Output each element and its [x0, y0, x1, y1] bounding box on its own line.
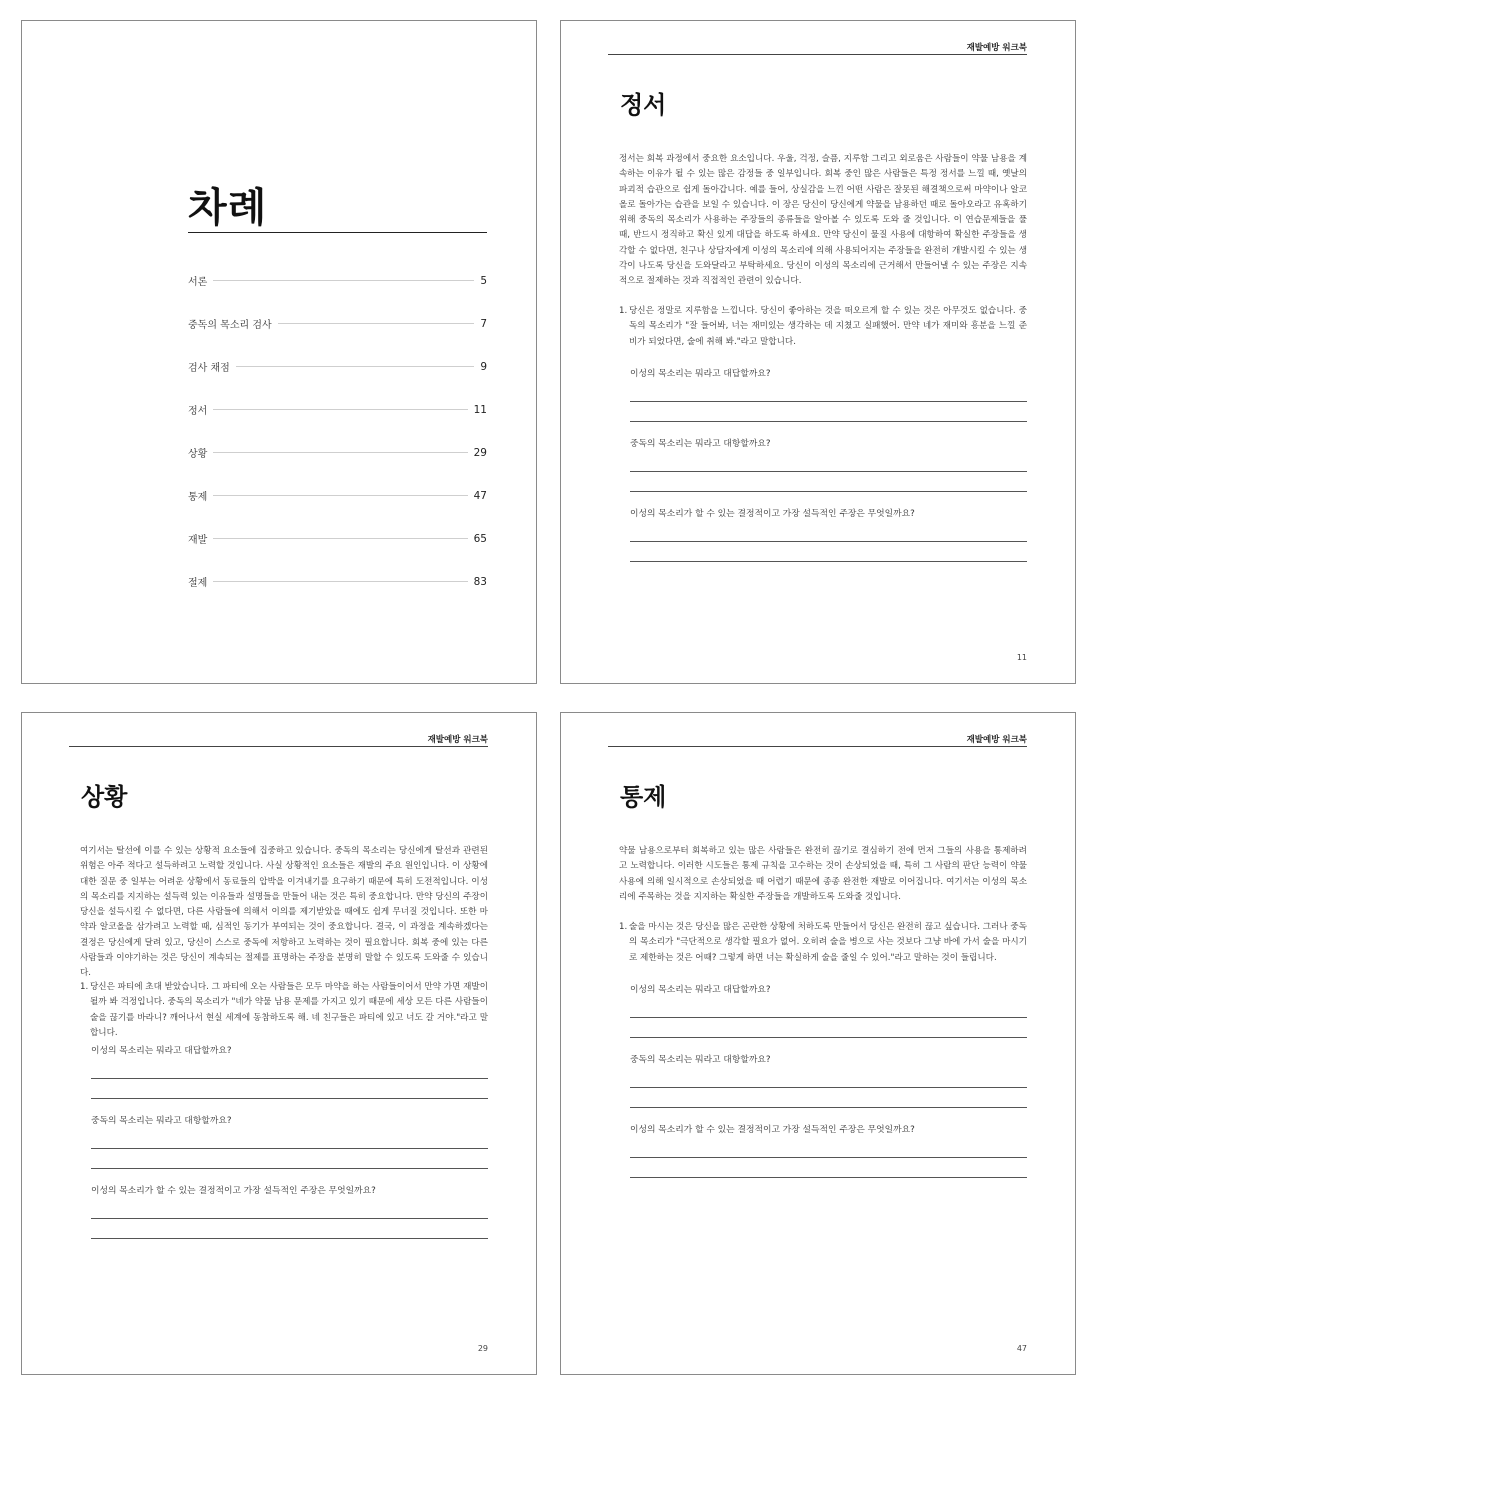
- exercise-number: 1.: [619, 306, 628, 316]
- toc-item-page: 9: [480, 360, 487, 373]
- toc-item[interactable]: [188, 560, 487, 603]
- exercise-text: 술을 마시는 것은 당신을 많은 곤란한 상황에 처하도록 만들어서 당신은 완전히 끊고 싶습니다. 그러나 중독의 목소리가 "극단적으로 생각할 필요가 없어. 오히려 술을 병으로 사는 것보다 그냥 바에 가서 술을 마시기로 제한하는 것은 어때? 그렇게 하면 너는 확실하게 술을 줄일 수 있어."라고 말하는 것이 들립니다.: [629, 922, 1027, 963]
- toc-item-label: 절제: [188, 578, 208, 589]
- toc-item-page: 47: [473, 489, 487, 502]
- toc-leader-line: [213, 538, 467, 539]
- toc-item-label: 정서: [188, 406, 208, 417]
- answer-line[interactable]: [630, 421, 1027, 422]
- toc-item-label: 재발: [188, 535, 208, 546]
- page-number: 29: [477, 1344, 488, 1353]
- exercise-item: [619, 920, 1027, 966]
- toc-item[interactable]: [188, 388, 487, 431]
- toc-leader-line: [213, 280, 474, 281]
- chapter-intro: 약물 남용으로부터 회복하고 있는 많은 사람들은 완전히 끊기로 결심하기 전에 먼저 그들의 사용을 통제하려고 노력합니다. 이러한 시도들은 통제 규칙을 고수하는 것이 손상되었을 때, 특히 그 사람의 판단 능력이 약물 사용에 의해 일시적으로 손상되었을 때 어렵기 때문에 종종 완전한 재발로 이어집니다. 여기서는 이성의 목소리에 주목하는 것을 지지하는 확실한 주장들을 개발하도록 도와줄 것입니다.: [619, 846, 1027, 902]
- chapter-intro: 여기서는 탈선에 이를 수 있는 상황적 요소들에 집중하고 있습니다. 중독의 목소리는 당신에게 탈선과 관련된 위험은 아주 적다고 설득하려고 노력할 것입니다. 사실 상황적인 요소들은 재발의 주요 원인입니다. 이 상황에 대한 질문 중 일부는 어려운 상황에서 동료들의 압박을 이겨내기를 요구하기 때문에 특히 도전적입니다. 이성의 목소리를 지지하는 설득력 있는 이유들과 설명들을 만들어 내는 것은 특히 중요합니다. 만약 당신의 주장이 당신을 설득시킬 수 없다면, 다른 사람들에 의해서 이의를 제기받았을 때에도 쉽게 무너질 것입니다. 또한 마약과 알코올을 삼가려고 노력할 때, 심적인 동기가 부여되는 것이 중요합니다. 결국, 이 과정을 계속하겠다는 결정은 당신에게 달려 있고, 당신이 스스로 중독에 저항하고 노력하는 것이 필요합니다. 회복 중에 있는 다른 사람들과 이야기하는 것은 당신이 계속되는 절제를 표명하는 주장을 분명히 말할 수 있도록 도와줄 수 있습니다.: [80, 846, 488, 979]
- toc-leader-line: [278, 323, 475, 324]
- question-reason-answer: 이성의 목소리는 뭐라고 대답할까요?: [630, 985, 771, 995]
- exercise-text: 당신은 파티에 초대 받았습니다. 그 파티에 오는 사람들은 모두 마약을 하는 사람들이어서 만약 가면 재발이 될까 봐 걱정입니다. 중독의 목소리가 "네가 약물 남용 문제를 가지고 있기 때문에 세상 모든 다른 사람들이 술을 끊기를 바라니? 깨어나서 현실 세계에 동참하도록 해. 네 친구들은 파티에 있고 너도 갈 거야."라고 말합니다.: [90, 982, 488, 1038]
- answer-line[interactable]: [630, 1087, 1027, 1088]
- toc-leader-line: [213, 452, 467, 453]
- question-addiction-counter: 중독의 목소리는 뭐라고 대항할까요?: [630, 1055, 771, 1065]
- chapter-intro: 정서는 회복 과정에서 중요한 요소입니다. 우울, 걱정, 슬픔, 지루함 그리고 외로움은 사람들이 약물 남용을 계속하는 이유가 될 수 있는 많은 감정들 중 일부입니다. 회복 중인 많은 사람들은 특정 정서를 느낄 때, 옛날의 파괴적 습관으로 쉽게 돌아갑니다. 예를 들어, 상실감을 느낀 어떤 사람은 잘못된 해결책으로써 마약이나 알코올로 돌아가는 습관을 보일 수 있습니다. 이 장은 당신이 당신에게 약물을 남용하던 때로 돌아오라고 유혹하기 위해 중독의 목소리가 사용하는 주장들의 종류들을 알아볼 수 있도록 도와 줄 것입니다. 이 연습문제들을 풀 때, 반드시 정직하고 확신 있게 대답을 하도록 하세요. 만약 당신이 물질 사용에 대항하여 확실한 주장들을 생각할 수 없다면, 친구나 상담자에게 이성의 목소리에 의해 사용되어지는 주장들을 완전히 개발시킬 수 있는 생각이 나도록 당신을 도와달라고 부탁하세요. 당신이 이성의 목소리에 근거해서 만들어낼 수 있는 주장은 지속적으로 절제하는 것과 직접적인 관련이 있습니다.: [619, 154, 1027, 287]
- answer-line[interactable]: [630, 1157, 1027, 1158]
- answer-line[interactable]: [630, 491, 1027, 492]
- toc-leader-line: [236, 366, 474, 367]
- chapter-page-situation: [21, 712, 537, 1375]
- answer-line[interactable]: [91, 1218, 488, 1219]
- toc-item-label: 중독의 목소리 검사: [188, 320, 272, 331]
- chapter-title: 상황: [81, 783, 128, 811]
- question-addiction-counter: 중독의 목소리는 뭐라고 대항할까요?: [630, 439, 771, 449]
- toc-item-label: 통제: [188, 492, 208, 503]
- toc-title: 차례: [188, 185, 268, 231]
- question-final-argument: 이성의 목소리가 할 수 있는 결정적이고 가장 설득적인 주장은 무엇일까요?: [91, 1186, 376, 1196]
- running-head: 재발예방 워크북: [427, 735, 488, 745]
- question-reason-answer: 이성의 목소리는 뭐라고 대답할까요?: [630, 369, 771, 379]
- chapter-page-emotion: [560, 20, 1076, 684]
- toc-leader-line: [213, 495, 467, 496]
- answer-line[interactable]: [91, 1168, 488, 1169]
- toc-item-label: 검사 채점: [188, 363, 230, 374]
- header-rule: [608, 54, 1027, 55]
- exercise-number: 1.: [80, 982, 89, 992]
- answer-line[interactable]: [91, 1148, 488, 1149]
- toc-item[interactable]: [188, 474, 487, 517]
- toc-item-page: 83: [473, 575, 487, 588]
- toc-list: [188, 259, 487, 603]
- toc-item-label: 서론: [188, 277, 208, 288]
- answer-line[interactable]: [630, 471, 1027, 472]
- toc-item-label: 상황: [188, 449, 208, 460]
- running-head: 재발예방 워크북: [966, 735, 1027, 745]
- toc-item[interactable]: [188, 431, 487, 474]
- chapter-title: 정서: [620, 91, 667, 119]
- answer-line[interactable]: [630, 1107, 1027, 1108]
- answer-line[interactable]: [91, 1098, 488, 1099]
- running-head: 재발예방 워크북: [966, 43, 1027, 53]
- toc-page: [21, 20, 537, 684]
- answer-line[interactable]: [91, 1238, 488, 1239]
- chapter-page-control: [560, 712, 1076, 1375]
- toc-item[interactable]: [188, 517, 487, 560]
- question-final-argument: 이성의 목소리가 할 수 있는 결정적이고 가장 설득적인 주장은 무엇일까요?: [630, 509, 915, 519]
- toc-item-page: 29: [473, 446, 487, 459]
- answer-line[interactable]: [630, 541, 1027, 542]
- toc-item-page: 65: [473, 532, 487, 545]
- question-final-argument: 이성의 목소리가 할 수 있는 결정적이고 가장 설득적인 주장은 무엇일까요?: [630, 1125, 915, 1135]
- answer-line[interactable]: [630, 1017, 1027, 1018]
- exercise-text: 당신은 정말로 지루함을 느낍니다. 당신이 좋아하는 것을 떠오르게 할 수 있는 것은 아무것도 없습니다. 중독의 목소리가 "잘 들어봐, 너는 재미있는 생각하는 데 지쳤고 실패했어. 만약 네가 재미와 흥분을 느낄 준비가 되었다면, 술에 취해 봐."라고 말합니다.: [629, 306, 1027, 347]
- exercise-item: [80, 980, 488, 1041]
- toc-leader-line: [213, 409, 467, 410]
- header-rule: [69, 746, 488, 747]
- header-rule: [608, 746, 1027, 747]
- toc-leader-line: [213, 581, 467, 582]
- toc-item-page: 7: [480, 317, 487, 330]
- answer-line[interactable]: [630, 1037, 1027, 1038]
- chapter-title: 통제: [620, 783, 667, 811]
- page-number: 47: [1016, 1344, 1027, 1353]
- page-number: 11: [1016, 653, 1027, 662]
- toc-item[interactable]: [188, 259, 487, 302]
- toc-item-page: 5: [480, 274, 487, 287]
- toc-item[interactable]: [188, 345, 487, 388]
- answer-line[interactable]: [630, 561, 1027, 562]
- question-addiction-counter: 중독의 목소리는 뭐라고 대항할까요?: [91, 1116, 232, 1126]
- exercise-item: [619, 304, 1027, 350]
- answer-line[interactable]: [630, 1177, 1027, 1178]
- toc-title-rule: [188, 232, 487, 233]
- exercise-number: 1.: [619, 922, 628, 932]
- question-reason-answer: 이성의 목소리는 뭐라고 대답할까요?: [91, 1046, 232, 1056]
- answer-line[interactable]: [91, 1078, 488, 1079]
- toc-item-page: 11: [473, 403, 487, 416]
- toc-item[interactable]: [188, 302, 487, 345]
- answer-line[interactable]: [630, 401, 1027, 402]
